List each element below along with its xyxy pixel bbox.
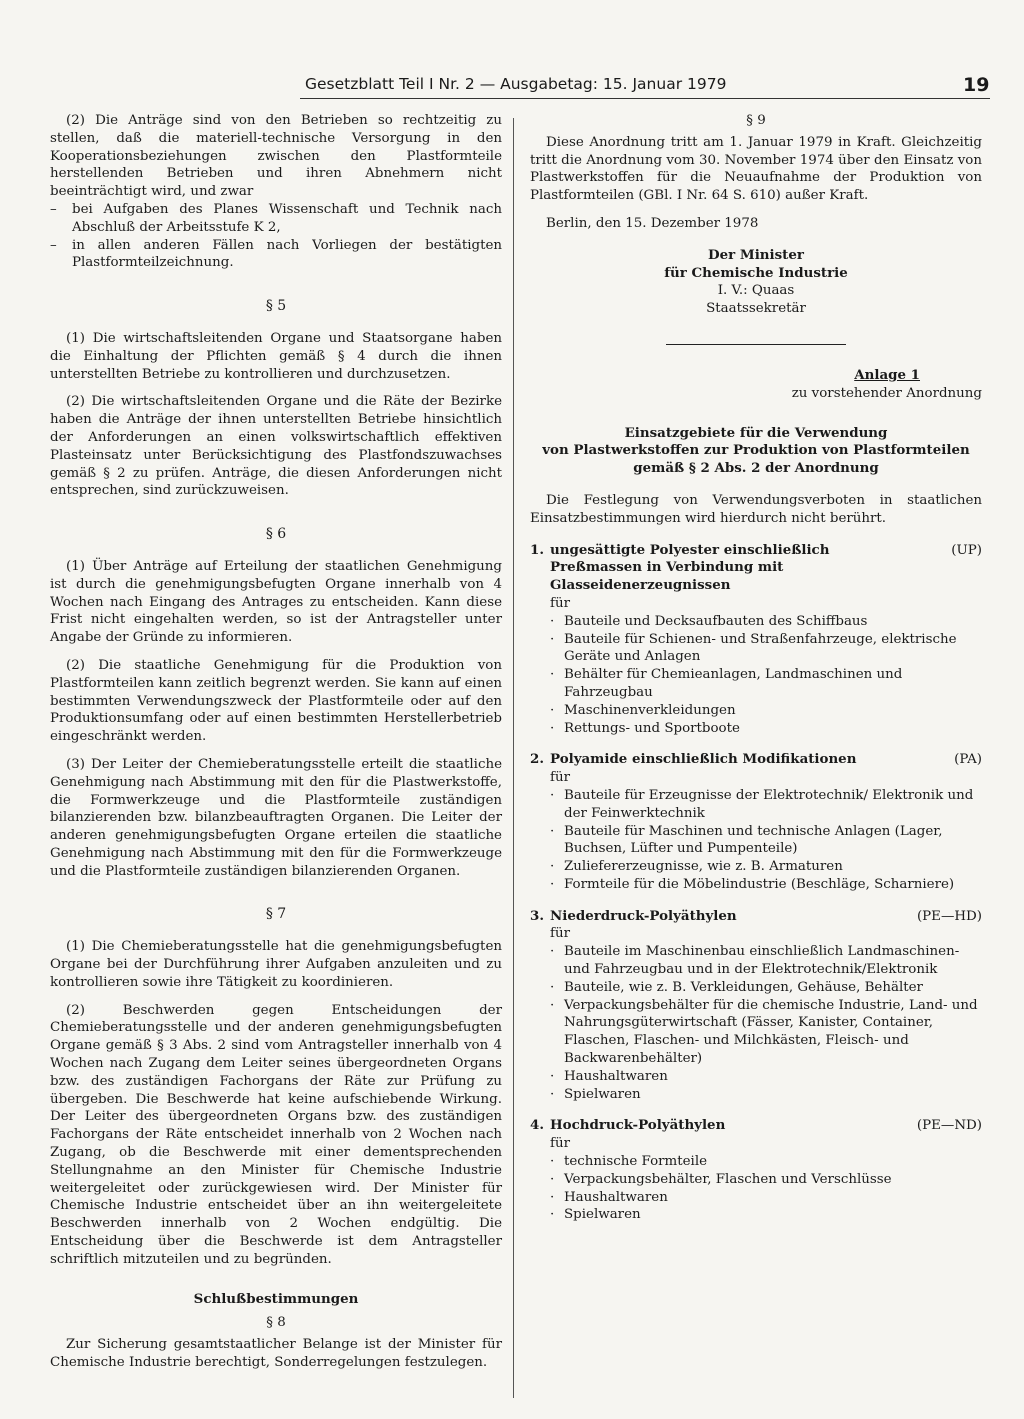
material-item-head [530,542,982,595]
material-item-code: (PA) [954,752,982,768]
column-divider [513,118,514,1398]
paragraph-s9: Diese Anordnung tritt am 1. Januar 1979 in Kraft. Gleichzeitig tritt die Anordnung vom 30. November 1974 über den Einsatz von Plastwerkstoffen für die Neuaufnahme der Produktion von Plastformteilen (GBl. I Nr. 64 S. 610) außer Kraft. [530,134,982,204]
material-item-code: (PE—HD) [916,908,982,924]
list-item [530,1068,982,1086]
list-item-text: Verpackungsbehälter für die chemische Industrie, Land- und Nahrungsgüterwirtschaft (Fässer, Kanister, Container, Flaschen, Flaschen- und Milchkästen, Fleisch- und Backwarenbehälter) [564,997,978,1067]
material-item-title: ungesättigte Polyester einschließlich Preßmassen in Verbindung mit Glasseidenerzeugnissen [550,541,830,594]
material-item-number: 3. [530,907,544,924]
list-item [530,702,982,720]
paragraph-s6-2: (2) Die staatliche Genehmigung für die Produktion von Plastformteilen kann zeitlich begrenzt werden. Sie kann auf einen bestimmten Verwendungszweck der Plastformteile oder auf den Produktionsumfang oder auf einen bestimmten Herstellerbetrieb eingeschränkt werden. [50,657,502,745]
material-item-number: 4. [530,1117,544,1134]
place-date: Berlin, den 15. Dezember 1978 [546,215,759,231]
paragraph-s5-2: (2) Die wirtschaftsleitenden Organe und die Räte der Bezirke haben die Anträge der ihnen unterstellten Betriebe hinsichtlich der Anforderungen an einen volkswirtschaftlich effektiven Plasteinsatz unter Berücksichtigung des Plastfondszuwachses gemäß § 2 zu prüfen. Anträge, die diesen Anforderungen nicht entsprechen, sind zurückzuweisen. [50,394,502,499]
material-item-head [530,908,982,926]
list-item [530,1206,982,1224]
dash-item [50,201,502,237]
list-item-text: Formteile für die Möbelindustrie (Beschläge, Scharniere) [564,876,955,892]
signature-role: Staatssekretär [706,301,806,317]
list-item [530,720,982,738]
list-item [530,943,982,979]
material-item-code: (PE—ND) [916,1118,982,1134]
list-item [530,631,982,667]
bullet-mark: · [550,720,555,736]
list-item [530,666,982,702]
annex-label: Anlage 1 [854,366,920,383]
list-item [530,1171,982,1189]
paragraph-s6-3: (3) Der Leiter der Chemieberatungsstelle erteilt die staatliche Genehmigung nach Abstimmung mit den für die Plastwerkstoffe, die Formwerkzeuge und die Plastformteile zuständigen bilanzierenden bzw. bilanzbeauftragten Organen. Die Leiter der anderen genehmigungsbefugten Organe erteilen die staatliche Genehmigung nach Abstimmung mit den für die Formwerkzeuge und die Plastformteile zuständigen bilanzierenden Organen. [50,756,502,879]
bullet-mark: · [550,1086,555,1102]
list-item-text: technische Formteile [564,1154,708,1170]
annex-heading-line-2: von Plastwerkstoffen zur Produktion von Plastformteilen [542,442,970,459]
list-item [530,979,982,997]
bullet-mark: · [550,1154,555,1170]
list-item-text: Bauteile für Schienen- und Straßenfahrzeuge, elektrische Geräte und Anlagen [564,631,957,665]
page-header-title: Gesetzblatt Teil I Nr. 2 — Ausgabetag: 15. Januar 1979 [305,75,727,93]
paragraph-s8: Zur Sicherung gesamtstaatlicher Belange ist der Minister für Chemische Industrie berechtigt, Sonderregelungen festzulegen. [50,1337,502,1371]
bullet-mark: · [550,823,555,839]
signature-rule [666,344,846,345]
bullet-mark: · [550,631,555,647]
list-item-text: Zuliefererzeugnisse, wie z. B. Armaturen [564,859,843,875]
dash-item-text: in allen anderen Fällen nach Vorliegen der bestätigten Plastformteilzeichnung. [72,237,502,271]
bullet-mark: · [550,1207,555,1223]
dash-mark: – [50,237,57,253]
list-item-text: Bauteile für Erzeugnisse der Elektrotechnik/ Elektronik und der Feinwerktechnik [564,787,974,821]
section-heading-5: § 5 [265,298,287,315]
list-item [530,858,982,876]
header-rule [300,98,990,99]
dash-item-text: bei Aufgaben des Planes Wissenschaft und Technik nach Abschluß der Arbeitsstufe K 2, [72,201,502,235]
annex-intro: Die Festlegung von Verwendungsverboten in staatlichen Einsatzbestimmungen wird hierdurch nicht berührt. [530,492,982,526]
material-item-head [530,1117,982,1135]
material-item-code: (UP) [951,542,982,558]
page-number: 19 [963,74,990,96]
list-item-text: Verpackungsbehälter, Flaschen und Verschlüsse [564,1171,892,1187]
bullet-mark: · [550,859,555,875]
section-heading-7: § 7 [265,906,287,923]
list-item-text: Rettungs- und Sportboote [564,720,740,736]
bullet-mark: · [550,613,555,629]
list-item [530,1153,982,1171]
list-item [530,1189,982,1207]
material-item-title: Hochdruck-Polyäthylen [550,1117,726,1134]
list-item-text: Maschinenverkleidungen [564,702,736,718]
material-item [530,751,982,893]
list-item [530,876,982,894]
for-label: für [550,926,570,942]
annex-heading-line-3: gemäß § 2 Abs. 2 der Anordnung [633,460,879,477]
bullet-mark: · [550,997,555,1013]
paragraph-s7-1: (1) Die Chemieberatungsstelle hat die genehmigungsbefugten Organe bei der Durchführung ihrer Aufgaben anzuleiten und zu kontrollieren sowie ihre Tätigkeit zu koordinieren. [50,939,502,990]
bullet-mark: · [550,979,555,995]
list-item-text: Bauteile im Maschinenbau einschließlich Landmaschinen- und Fahrzeugbau und in der Elektrotechnik/Elektronik [564,944,960,978]
material-item-number: 2. [530,751,544,768]
material-item-title: Polyamide einschließlich Modifikationen [550,751,857,768]
signature-title: Der Minister [708,246,804,263]
material-item-head [530,751,982,769]
list-item-text: Haushaltwaren [564,1189,668,1205]
bullet-mark: · [550,1171,555,1187]
paragraph-s7-2: (2) Beschwerden gegen Entscheidungen der Chemieberatungsstelle und der anderen genehmigungsbefugten Organe gemäß § 3 Abs. 2 sind vom Antragsteller innerhalb von 4 Wochen nach Zugang dem Leiter seines übergeordneten Organs bzw. des zuständigen Fachorgans der Räte zur Prüfung zu übergeben. Die Beschwerde hat keine aufschiebende Wirkung. Der Leiter des übergeordneten Organs bzw. des zuständigen Fachorgans der Räte entscheidet innerhalb von 2 Wochen nach Zugang, ob die Beschwerde mit einer dementsprechenden Stellungnahme an den Minister für Chemische Industrie weitergeleitet oder zurückgewiesen wird. Der Minister für Chemische Industrie entscheidet über an ihn weitergeleitete Beschwerden innerhalb von 2 Wochen endgültig. Die Entscheidung über die Beschwerde ist dem Antragsteller schriftlich mitzuteilen und zu begründen. [50,1002,502,1267]
section-heading-6: § 6 [265,526,287,543]
paragraph-s5-1: (1) Die wirtschaftsleitenden Organe und Staatsorgane haben die Einhaltung der Pflichten gemäß § 4 durch die ihnen unterstellten Betriebe zu kontrollieren und durchzusetzen. [50,330,502,382]
list-item [530,613,982,631]
signature-name: I. V.: Quaas [717,283,795,299]
material-item [530,908,982,1104]
list-item-text: Bauteile für Maschinen und technische Anlagen (Lager, Buchsen, Lüfter und Pumpenteile) [564,823,943,857]
signature-ministry: für Chemische Industrie [664,264,848,281]
left-column [50,112,502,1372]
closing-provisions-heading: Schlußbestimmungen [193,1290,359,1307]
section-heading-9: § 9 [746,113,766,128]
list-item-text: Spielwaren [564,1086,641,1102]
annex-heading-line-1: Einsatzgebiete für die Verwendung [624,424,888,441]
list-item-text: Bauteile, wie z. B. Verkleidungen, Gehäuse, Behälter [564,979,923,995]
paragraph-s4-2: (2) Die Anträge sind von den Betrieben so rechtzeitig zu stellen, daß die materiell-technische Versorgung in den Kooperationsbeziehungen zwischen den Plastformteile herstellenden Betrieben und ihren Abnehmern nicht beeinträchtigt wird, und zwar [50,113,502,200]
list-item [530,823,982,859]
annex-sublabel: zu vorstehender Anordnung [791,385,982,401]
bullet-mark: · [550,1189,555,1205]
bullet-mark: · [550,876,555,892]
list-item-text: Bauteile und Decksaufbauten des Schiffbaus [564,613,868,629]
bullet-mark: · [550,944,555,960]
section-heading-8: § 8 [266,1315,286,1331]
list-item-text: Behälter für Chemieanlagen, Landmaschinen und Fahrzeugbau [564,667,903,700]
bullet-mark: · [550,702,555,718]
list-item [530,997,982,1068]
for-label: für [550,595,570,611]
right-column [530,112,982,1224]
dash-mark: – [50,201,57,217]
bullet-mark: · [550,787,555,803]
list-item [530,1086,982,1104]
list-item [530,787,982,823]
dash-item [50,237,502,273]
list-item-text: Spielwaren [564,1207,641,1223]
material-item-title: Niederdruck-Polyäthylen [550,907,737,924]
material-item [530,542,982,738]
material-item-number: 1. [530,541,544,558]
bullet-mark: · [550,1068,555,1084]
material-item [530,1117,982,1224]
for-label: für [550,770,570,786]
for-label: für [550,1136,570,1152]
paragraph-s6-1: (1) Über Anträge auf Erteilung der staatlichen Genehmigung ist durch die genehmigungsbefugten Organe innerhalb von 4 Wochen nach Eingang des Antrages zu entscheiden. Kann diese Frist nicht eingehalten werden, so ist der Antragsteller unter Angabe der Gründe zu informieren. [50,558,502,646]
bullet-mark: · [550,667,555,683]
list-item-text: Haushaltwaren [564,1068,668,1084]
